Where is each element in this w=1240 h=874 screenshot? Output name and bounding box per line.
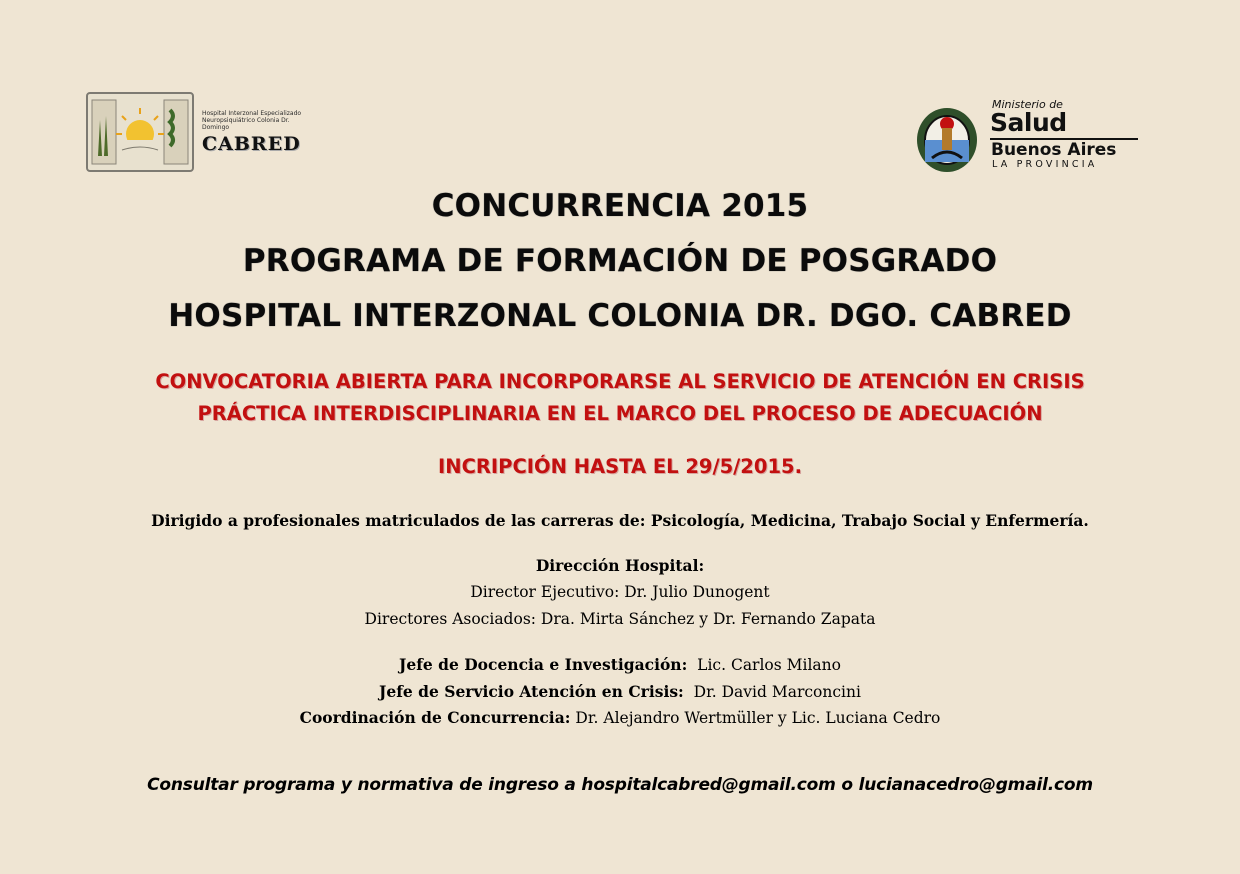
audience-text: Dirigido a profesionales matriculados de las carreras de: Psicología, Medicina, Trabajo Social y Enfermería.: [151, 511, 1089, 530]
staff-row-docencia: [0, 655, 1240, 674]
title-line-2: PROGRAMA DE FORMACIÓN DE POSGRADO: [242, 243, 998, 279]
coat-of-arms-icon: [912, 100, 982, 174]
buenos-aires-label: Buenos Aires: [991, 140, 1117, 160]
announcement-line-1: CONVOCATORIA ABIERTA PARA INCORPORARSE AL SERVICIO DE ATENCIÓN EN CRISIS: [155, 370, 1085, 393]
emblem-icon: [88, 94, 192, 170]
associate-directors: Directores Asociados: Dra. Mirta Sánchez y Dr. Fernando Zapata: [364, 610, 876, 628]
contact-text: Consultar programa y normativa de ingreso a hospitalcabred@gmail.com o lucianacedro@gmail.com: [147, 775, 1093, 795]
cabred-logo: [86, 92, 326, 170]
provincia-label: LA PROVINCIA: [992, 159, 1098, 170]
staff-row-coordinacion: [0, 708, 1240, 727]
ministerio-salud-logo: [912, 96, 1142, 176]
cabred-emblem: [86, 92, 194, 172]
staff-name: Dr. David Marconcini: [693, 683, 861, 701]
cabred-logo-subtitle: Hospital Interzonal Especializado Neuropsiquiátrico Colonia Dr. Domingo: [202, 110, 302, 131]
staff-name: Lic. Carlos Milano: [697, 656, 841, 674]
title-line-1: CONCURRENCIA 2015: [431, 188, 809, 224]
salud-label: Salud: [990, 108, 1067, 137]
staff-name: Dr. Alejandro Wertmüller y Lic. Luciana Cedro: [575, 709, 941, 727]
announcement-line-2: PRÁCTICA INTERDISCIPLINARIA EN EL MARCO DEL PROCESO DE ADECUACIÓN: [197, 402, 1043, 425]
staff-role: Jefe de Docencia e Investigación:: [399, 655, 688, 674]
cabred-logo-name: CABRED: [202, 133, 301, 155]
direction-heading: Dirección Hospital:: [535, 556, 705, 575]
title-line-3: HOSPITAL INTERZONAL COLONIA DR. DGO. CABRED: [168, 298, 1072, 334]
ministry-label: Ministerio de: [992, 98, 1063, 111]
staff-row-crisis: [0, 682, 1240, 701]
staff-role: Jefe de Servicio Atención en Crisis:: [379, 682, 684, 701]
executive-director: Director Ejecutivo: Dr. Julio Dunogent: [470, 583, 770, 601]
deadline-text: INCRIPCIÓN HASTA EL 29/5/2015.: [438, 455, 802, 478]
staff-role: Coordinación de Concurrencia:: [299, 708, 571, 727]
